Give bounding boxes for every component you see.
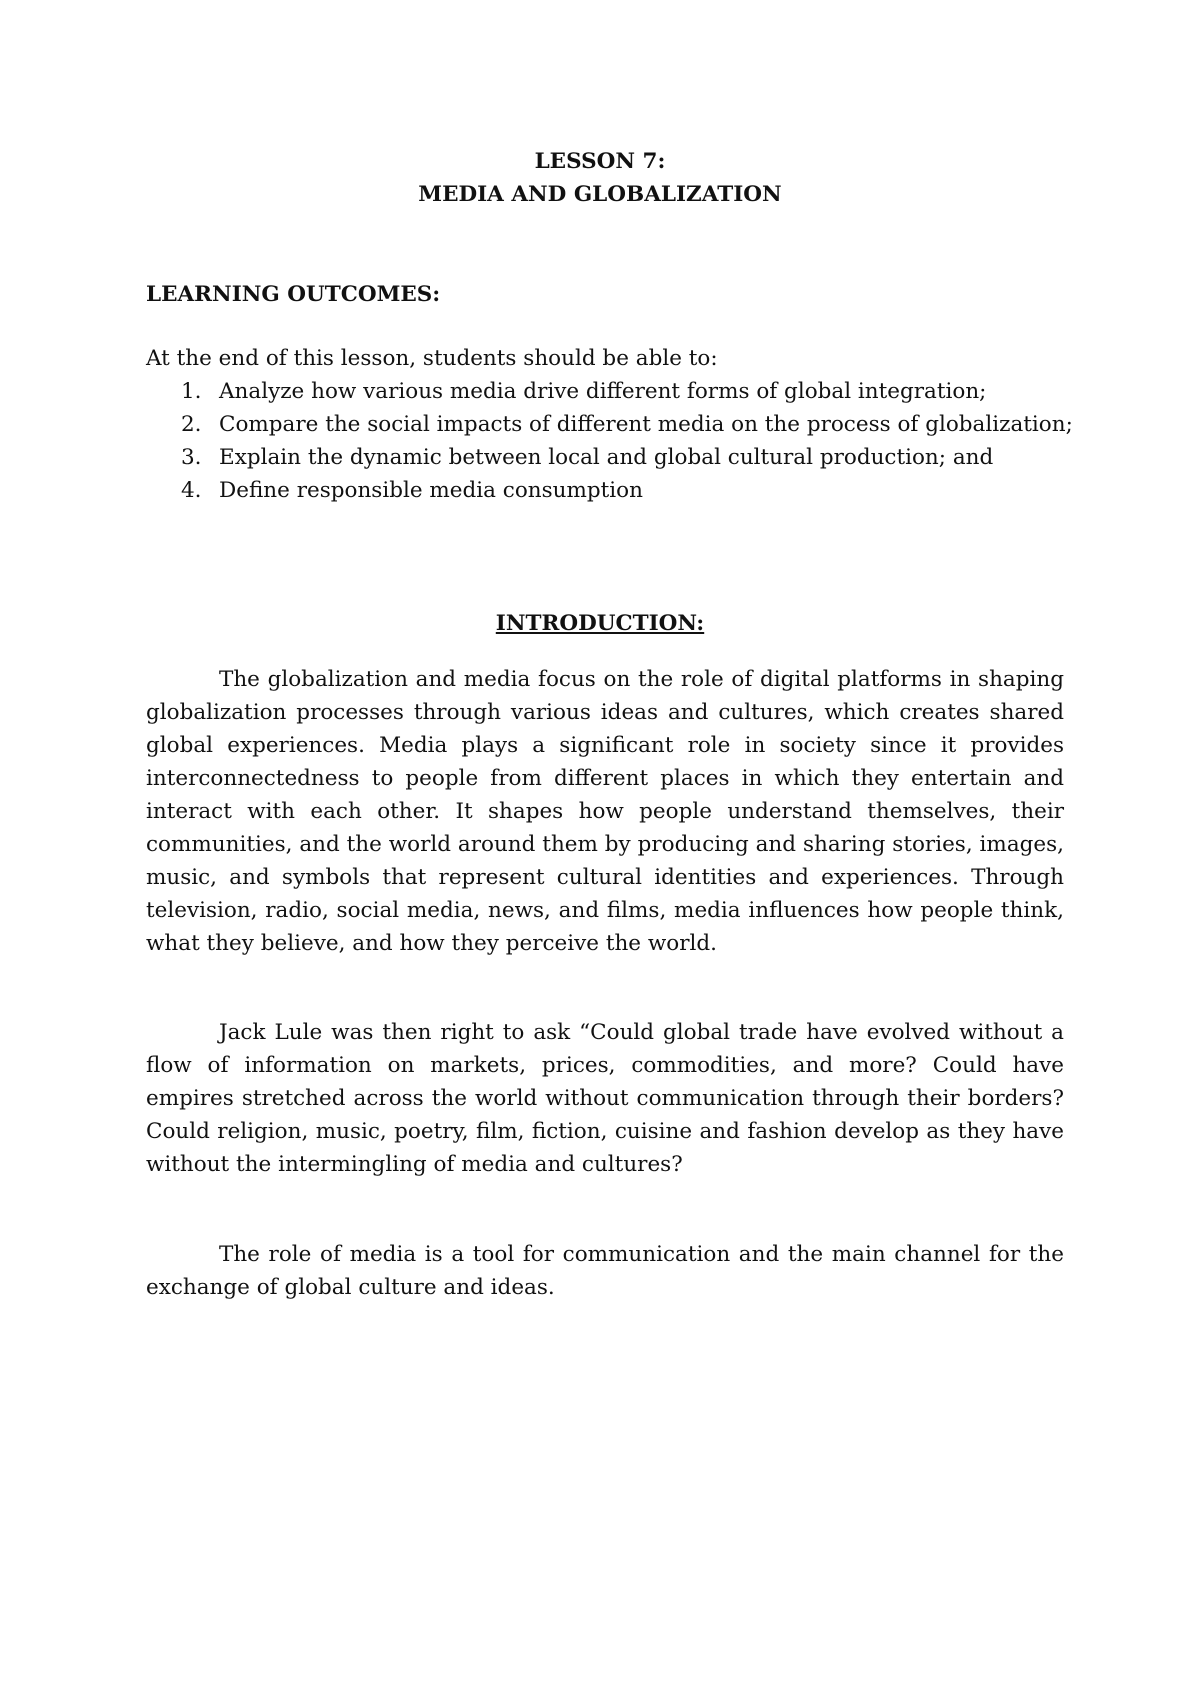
outcome-item-3 xyxy=(146,441,1076,474)
outcome-number: 2. xyxy=(181,412,202,437)
introduction-paragraph-2: Jack Lule was then right to ask “Could global trade have evolved without a flow of information on markets, prices, commodities, and more? Could have empires stretched across the world without communication through their borders? Could religion, music, poetry, film, fiction, cuisine and fashion develop as they have without the intermingling of media and cultures? xyxy=(146,1020,1064,1177)
lesson-topic: MEDIA AND GLOBALIZATION xyxy=(418,182,782,207)
learning-outcomes-intro: At the end of this lesson, students should be able to: xyxy=(146,346,718,371)
lesson-title xyxy=(0,145,1200,211)
introduction-heading: INTRODUCTION: xyxy=(495,611,705,636)
outcome-text: Analyze how various media drive different forms of global integration; xyxy=(219,379,987,404)
outcome-number: 4. xyxy=(181,478,202,503)
introduction-paragraph-1: The globalization and media focus on the role of digital platforms in shaping globalization processes through various ideas and cultures, which creates shared global experiences. Media plays a significant role in society since it provides interconnectedness to people from different places in which they entertain and interact with each other. It shapes how people understand themselves, their communities, and the world around them by producing and sharing stories, images, music, and symbols that represent cultural identities and experiences. Through television, radio, social media, news, and films, media influences how people think, what they believe, and how they perceive the world. xyxy=(146,667,1064,956)
outcome-item-4 xyxy=(146,474,1076,507)
lesson-number: LESSON 7: xyxy=(534,149,666,174)
learning-outcomes-heading: LEARNING OUTCOMES: xyxy=(146,282,441,307)
outcome-text: Compare the social impacts of different media on the process of globalization; xyxy=(219,412,1073,437)
learning-outcomes-list xyxy=(146,375,1076,507)
outcome-item-2 xyxy=(146,408,1076,441)
introduction-paragraph-3: The role of media is a tool for communication and the main channel for the exchange of global culture and ideas. xyxy=(146,1242,1064,1300)
outcome-number: 3. xyxy=(181,445,202,470)
outcome-text: Define responsible media consumption xyxy=(219,478,643,503)
outcome-number: 1. xyxy=(181,379,202,404)
outcome-text: Explain the dynamic between local and global cultural production; and xyxy=(219,445,994,470)
outcome-item-1 xyxy=(146,375,1076,408)
